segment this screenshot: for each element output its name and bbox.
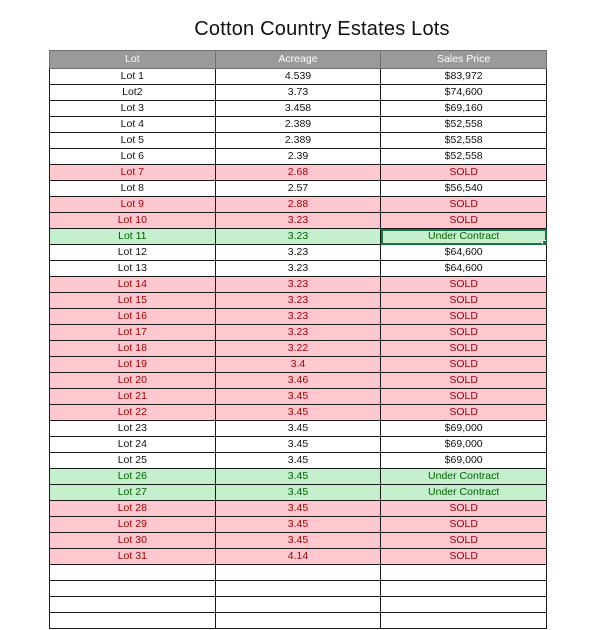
empty-cell[interactable]: [381, 597, 547, 613]
acreage-cell[interactable]: 3.23: [215, 229, 381, 245]
lot-cell[interactable]: Lot 5: [50, 133, 216, 149]
lot-cell[interactable]: Lot 19: [50, 357, 216, 373]
sales-price-cell[interactable]: SOLD: [381, 197, 547, 213]
lot-cell[interactable]: Lot 7: [50, 165, 216, 181]
acreage-cell[interactable]: 3.45: [215, 485, 381, 501]
empty-cell[interactable]: [215, 565, 381, 581]
acreage-cell[interactable]: 3.45: [215, 533, 381, 549]
table-row: [50, 101, 547, 117]
acreage-cell[interactable]: 2.68: [215, 165, 381, 181]
empty-cell[interactable]: [381, 613, 547, 629]
table-row: [50, 341, 547, 357]
table-row: [50, 549, 547, 565]
lot-cell[interactable]: Lot2: [50, 85, 216, 101]
acreage-cell[interactable]: 4.539: [215, 69, 381, 85]
acreage-cell[interactable]: 2.389: [215, 117, 381, 133]
acreage-cell[interactable]: 3.46: [215, 373, 381, 389]
sales-price-cell[interactable]: $69,000: [381, 437, 547, 453]
acreage-cell[interactable]: 2.88: [215, 197, 381, 213]
lot-cell[interactable]: Lot 26: [50, 469, 216, 485]
sales-price-cell[interactable]: $52,558: [381, 117, 547, 133]
table-row: [50, 149, 547, 165]
sales-price-cell[interactable]: SOLD: [381, 165, 547, 181]
sales-price-cell[interactable]: $52,558: [381, 149, 547, 165]
sales-price-cell[interactable]: $52,558: [381, 133, 547, 149]
lot-cell[interactable]: Lot 14: [50, 277, 216, 293]
acreage-cell[interactable]: 3.23: [215, 261, 381, 277]
acreage-cell[interactable]: 3.23: [215, 293, 381, 309]
acreage-cell[interactable]: 2.389: [215, 133, 381, 149]
empty-cell[interactable]: [215, 597, 381, 613]
sales-price-cell[interactable]: $83,972: [381, 69, 547, 85]
table-row: [50, 533, 547, 549]
acreage-cell[interactable]: 3.22: [215, 341, 381, 357]
table-row: [50, 421, 547, 437]
lot-cell[interactable]: Lot 31: [50, 549, 216, 565]
acreage-cell[interactable]: 3.45: [215, 421, 381, 437]
sales-price-cell[interactable]: $74,600: [381, 85, 547, 101]
sales-price-cell[interactable]: $69,000: [381, 453, 547, 469]
table-row: [50, 293, 547, 309]
acreage-cell[interactable]: 3.45: [215, 437, 381, 453]
lots-body: [50, 69, 547, 629]
acreage-cell[interactable]: 3.23: [215, 213, 381, 229]
empty-row: [50, 597, 547, 613]
lot-cell[interactable]: Lot 3: [50, 101, 216, 117]
sheet-title: Cotton Country Estates Lots: [194, 18, 450, 40]
empty-cell[interactable]: [50, 613, 216, 629]
sales-price-cell[interactable]: Under Contract: [381, 469, 547, 485]
lot-cell[interactable]: Lot 12: [50, 245, 216, 261]
table-row: [50, 373, 547, 389]
lot-cell[interactable]: Lot 18: [50, 341, 216, 357]
lot-cell[interactable]: Lot 27: [50, 485, 216, 501]
sales-price-cell[interactable]: SOLD: [381, 549, 547, 565]
empty-row: [50, 613, 547, 629]
table-row: [50, 469, 547, 485]
acreage-cell[interactable]: 3.45: [215, 517, 381, 533]
empty-cell[interactable]: [381, 581, 547, 597]
sales-price-cell[interactable]: SOLD: [381, 293, 547, 309]
header-acreage[interactable]: Acreage: [215, 51, 381, 69]
table-row: [50, 485, 547, 501]
sales-price-cell[interactable]: SOLD: [381, 501, 547, 517]
lot-cell[interactable]: Lot 11: [50, 229, 216, 245]
lots-table: [49, 50, 547, 629]
acreage-cell[interactable]: 3.458: [215, 101, 381, 117]
table-row: [50, 405, 547, 421]
table-row: [50, 357, 547, 373]
lot-cell[interactable]: Lot 10: [50, 213, 216, 229]
lot-cell[interactable]: Lot 15: [50, 293, 216, 309]
table-row: [50, 261, 547, 277]
sales-price-cell[interactable]: SOLD: [381, 405, 547, 421]
sales-price-cell[interactable]: SOLD: [381, 373, 547, 389]
lot-cell[interactable]: Lot 28: [50, 501, 216, 517]
sales-price-cell[interactable]: SOLD: [381, 517, 547, 533]
lot-cell[interactable]: Lot 29: [50, 517, 216, 533]
acreage-cell[interactable]: 4.14: [215, 549, 381, 565]
table-row: [50, 197, 547, 213]
acreage-cell[interactable]: 3.73: [215, 85, 381, 101]
table-row: [50, 117, 547, 133]
acreage-cell[interactable]: 3.45: [215, 389, 381, 405]
acreage-cell[interactable]: 3.45: [215, 501, 381, 517]
sales-price-cell[interactable]: SOLD: [381, 533, 547, 549]
sales-price-cell[interactable]: $64,600: [381, 261, 547, 277]
lot-cell[interactable]: Lot 9: [50, 197, 216, 213]
table-row: [50, 213, 547, 229]
lot-cell[interactable]: Lot 6: [50, 149, 216, 165]
sales-price-cell[interactable]: Under Contract: [381, 229, 547, 245]
sales-price-cell[interactable]: SOLD: [381, 357, 547, 373]
lot-cell[interactable]: Lot 24: [50, 437, 216, 453]
table-row: [50, 85, 547, 101]
table-row: [50, 309, 547, 325]
empty-cell[interactable]: [215, 581, 381, 597]
sales-price-cell[interactable]: SOLD: [381, 341, 547, 357]
table-row: [50, 325, 547, 341]
sales-price-cell[interactable]: $69,000: [381, 421, 547, 437]
lot-cell[interactable]: Lot 21: [50, 389, 216, 405]
acreage-cell[interactable]: 2.39: [215, 149, 381, 165]
acreage-cell[interactable]: 3.4: [215, 357, 381, 373]
acreage-cell[interactable]: 3.45: [215, 405, 381, 421]
table-row: [50, 453, 547, 469]
header-row: [50, 51, 547, 69]
acreage-cell[interactable]: 3.45: [215, 453, 381, 469]
empty-cell[interactable]: [50, 565, 216, 581]
lot-cell[interactable]: Lot 16: [50, 309, 216, 325]
table-row: [50, 501, 547, 517]
acreage-cell[interactable]: 3.45: [215, 469, 381, 485]
lot-cell[interactable]: Lot 30: [50, 533, 216, 549]
empty-row: [50, 581, 547, 597]
table-row: [50, 69, 547, 85]
sales-price-cell[interactable]: Under Contract: [381, 485, 547, 501]
acreage-cell[interactable]: 3.23: [215, 245, 381, 261]
acreage-cell[interactable]: 2.57: [215, 181, 381, 197]
empty-cell[interactable]: [381, 565, 547, 581]
lot-cell[interactable]: Lot 1: [50, 69, 216, 85]
sales-price-cell[interactable]: SOLD: [381, 277, 547, 293]
empty-cell[interactable]: [50, 597, 216, 613]
empty-cell[interactable]: [215, 613, 381, 629]
table-row: [50, 229, 547, 245]
lot-cell[interactable]: Lot 17: [50, 325, 216, 341]
acreage-cell[interactable]: 3.23: [215, 325, 381, 341]
table-row: [50, 517, 547, 533]
sales-price-cell[interactable]: $56,540: [381, 181, 547, 197]
table-row: [50, 133, 547, 149]
table-row: [50, 165, 547, 181]
table-row: [50, 389, 547, 405]
lot-cell[interactable]: Lot 22: [50, 405, 216, 421]
acreage-cell[interactable]: 3.23: [215, 309, 381, 325]
lot-cell[interactable]: Lot 4: [50, 117, 216, 133]
lot-cell[interactable]: Lot 20: [50, 373, 216, 389]
header-sales-price[interactable]: Sales Price: [381, 51, 547, 69]
lot-cell[interactable]: Lot 25: [50, 453, 216, 469]
table-row: [50, 181, 547, 197]
lot-cell[interactable]: Lot 23: [50, 421, 216, 437]
lot-cell[interactable]: Lot 8: [50, 181, 216, 197]
header-lot[interactable]: Lot: [50, 51, 216, 69]
empty-row: [50, 565, 547, 581]
empty-cell[interactable]: [50, 581, 216, 597]
sales-price-cell[interactable]: SOLD: [381, 213, 547, 229]
table-row: [50, 277, 547, 293]
sales-price-cell[interactable]: SOLD: [381, 309, 547, 325]
table-row: [50, 245, 547, 261]
sales-price-cell[interactable]: SOLD: [381, 325, 547, 341]
sales-price-cell[interactable]: $64,600: [381, 245, 547, 261]
lot-cell[interactable]: Lot 13: [50, 261, 216, 277]
sales-price-cell[interactable]: SOLD: [381, 389, 547, 405]
table-row: [50, 437, 547, 453]
acreage-cell[interactable]: 3.23: [215, 277, 381, 293]
sales-price-cell[interactable]: $69,160: [381, 101, 547, 117]
